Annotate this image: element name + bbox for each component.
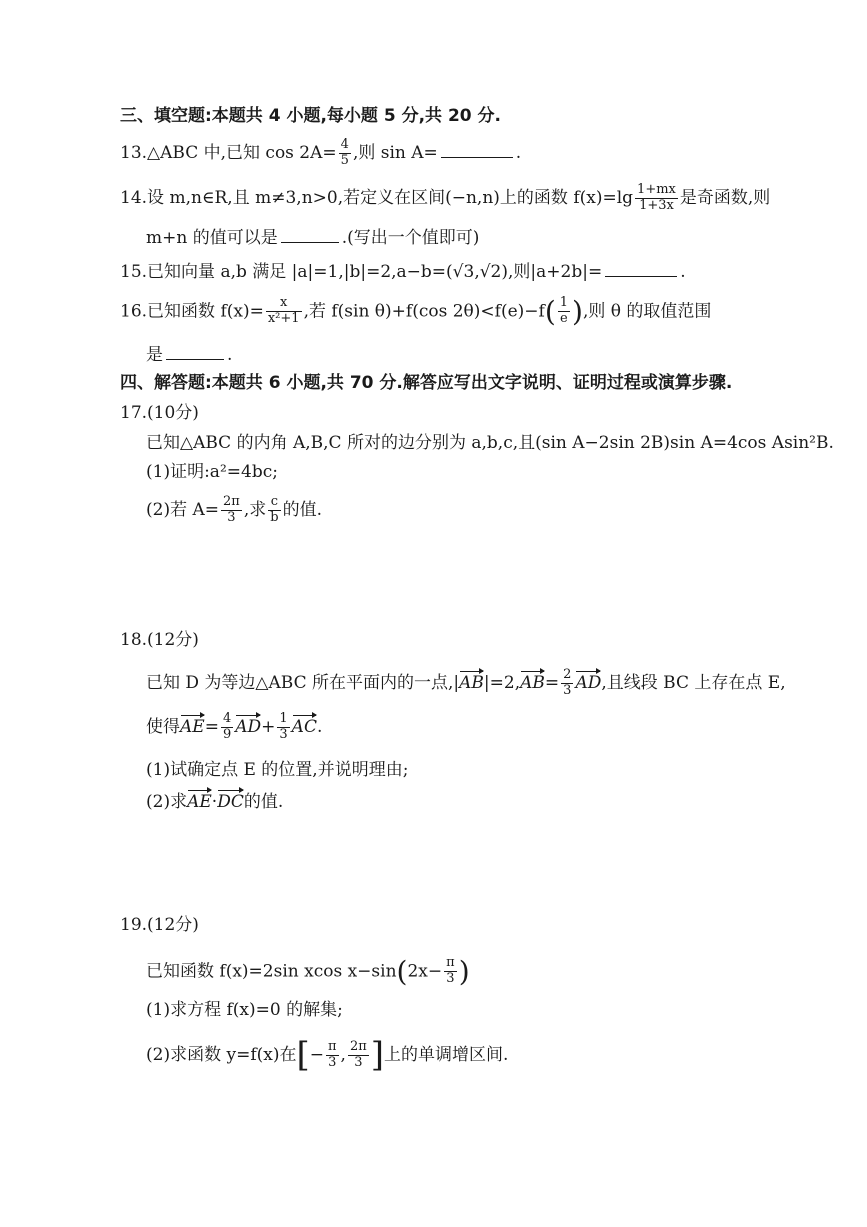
- q16-den-a: x²+1: [267, 311, 300, 327]
- q19-stem-inner: 2x−: [407, 961, 443, 982]
- q17-fraction-b: [268, 495, 280, 526]
- q14-den: 1+3x: [639, 197, 674, 213]
- vector-ad-2: AD: [235, 713, 261, 737]
- question-13: [120, 138, 521, 169]
- q16-fraction-a: [266, 296, 302, 327]
- q18-l2-eq: =: [204, 716, 219, 737]
- q14-text: 设 m,n∈R,且 m≠3,n>0,若定义在区间(−n,n)上的函数 f(x)=lg: [147, 187, 634, 208]
- q18-part2: [146, 788, 283, 812]
- q18-l1-c: ,且线段 BC 上存在点 E,: [601, 672, 786, 693]
- q14-number: 14.: [120, 187, 148, 208]
- q19-part1: (1)求方程 f(x)=0 的解集;: [146, 1000, 343, 1020]
- vector-dc: DC: [217, 788, 244, 812]
- q16-text-a: 已知函数 f(x)=: [147, 301, 264, 322]
- q17-p2-num2: c: [268, 495, 280, 511]
- q16-paren-close: ): [572, 295, 583, 328]
- q19-stem: [146, 955, 470, 989]
- q19-three-3: 3: [354, 1054, 363, 1070]
- q17-p2-a: (2)若 A=: [146, 499, 220, 520]
- q15-answer-blank: [605, 262, 677, 277]
- q13-after: ,则 sin A=: [352, 142, 438, 163]
- q14-num: 1+mx: [637, 182, 676, 197]
- question-16-line2: [146, 345, 232, 365]
- question-14-line2: [146, 228, 479, 248]
- q18-l1-num: 2: [563, 667, 572, 682]
- q17-p2-num: 2π: [223, 494, 240, 509]
- q19-three-2: 3: [328, 1054, 337, 1070]
- q19-bracket-close: ]: [370, 1035, 385, 1075]
- q13-text: △ABC 中,已知 cos 2A=: [147, 142, 337, 163]
- q13-den: 5: [340, 152, 349, 168]
- q16-fraction-b: [558, 296, 570, 327]
- q19-bracket-open: [: [296, 1035, 310, 1075]
- q16-end: .: [227, 345, 233, 365]
- q17-p2-den2: b: [270, 509, 279, 525]
- q14-after: 是奇函数,则: [679, 187, 771, 208]
- q15-text: 已知向量 a,b 满足 |a|=1,|b|=2,a−b=(√3,√2),则|a+2b|=: [147, 262, 603, 282]
- q14-answer-blank: [281, 228, 339, 243]
- q16-answer-blank: [166, 345, 224, 360]
- q19-neg: −: [309, 1044, 324, 1065]
- q17-fraction-a: [221, 495, 242, 526]
- q18-l2-den2: 3: [279, 726, 288, 742]
- q18-l1-b: |=2,: [483, 672, 521, 693]
- q18-l2-num2: 1: [279, 711, 288, 726]
- q16-den-b: e: [560, 311, 568, 327]
- q18-p2-a: (2)求: [146, 792, 188, 812]
- q19-stem-a: 已知函数 f(x)=2sin xcos x−sin: [146, 961, 397, 982]
- question-14: [120, 183, 770, 214]
- q16-text-b: ,若 f(sin θ)+f(cos 2θ)<f(e)−f: [303, 301, 545, 322]
- q16-num-b: 1: [559, 295, 569, 311]
- q19-fraction-c: [348, 1040, 369, 1071]
- vector-ae-2: AE: [187, 788, 212, 812]
- q17-stem: 已知△ABC 的内角 A,B,C 所对的边分别为 a,b,c,且(sin A−2sin 2B)sin A=4cos Asin²B.: [146, 433, 834, 453]
- section-4-heading: 四、解答题:本题共 6 小题,共 70 分.解答应写出文字说明、证明过程或演算步骤.: [120, 373, 733, 393]
- q14-line2-a: m+n 的值可以是: [146, 228, 278, 248]
- q19-paren-close: ): [458, 955, 470, 988]
- q17-p2-c: 的值.: [282, 499, 322, 520]
- q13-num: 4: [340, 137, 349, 152]
- q17-p2-den: 3: [227, 509, 236, 525]
- q17-heading: 17.(10分): [120, 403, 199, 423]
- question-16: [120, 295, 711, 329]
- q17-part1: (1)证明:a²=4bc;: [146, 462, 278, 482]
- q18-l2-a: 使得: [146, 716, 180, 737]
- q16-number: 16.: [120, 301, 148, 322]
- q17-part2: [146, 495, 322, 526]
- q18-part1: (1)试确定点 E 的位置,并说明理由;: [146, 760, 409, 780]
- q18-fraction-a: [561, 668, 573, 699]
- q18-fraction-b: [221, 712, 233, 743]
- q16-paren-open: (: [544, 295, 556, 328]
- q18-l1-den: 3: [563, 682, 572, 698]
- q18-l2-end: .: [316, 716, 323, 737]
- q18-l1-a: 已知 D 为等边△ABC 所在平面内的一点,|: [146, 672, 460, 693]
- q13-end: .: [515, 142, 522, 163]
- q18-heading: 18.(12分): [120, 630, 199, 650]
- q18-l2-den1: 9: [222, 726, 232, 742]
- q19-p2-num2: 2π: [349, 1038, 367, 1054]
- q18-l2-num1: 4: [222, 711, 232, 726]
- q18-l2-plus: +: [261, 716, 276, 737]
- q18-fraction-c: [277, 712, 289, 743]
- q19-part2: [146, 1035, 508, 1076]
- q19-fraction-b: [326, 1040, 339, 1071]
- q18-l1-eq: =: [544, 672, 560, 693]
- vector-ab-2: AB: [520, 669, 545, 693]
- q16-num-a: x: [266, 296, 302, 312]
- q18-p2-b: 的值.: [243, 792, 284, 812]
- q13-fraction: [339, 138, 351, 169]
- q18-line1: [146, 668, 786, 699]
- q18-line2: [146, 712, 322, 743]
- q19-paren-open: (: [396, 955, 408, 988]
- vector-ad: AD: [575, 669, 601, 693]
- q13-answer-blank: [441, 143, 513, 158]
- q19-fraction-a: [444, 956, 457, 987]
- vector-ac: AC: [292, 713, 317, 737]
- q14-line2-b: .(写出一个值即可): [341, 228, 480, 248]
- q19-p2-a: (2)求函数 y=f(x)在: [146, 1044, 297, 1065]
- vector-ab: AB: [459, 669, 484, 693]
- q13-number: 13.: [120, 142, 148, 163]
- q19-three: 3: [446, 971, 455, 987]
- q15-end: .: [680, 262, 686, 282]
- q19-pi-2: π: [328, 1038, 337, 1054]
- section-3-heading: 三、填空题:本题共 4 小题,每小题 5 分,共 20 分.: [120, 106, 501, 126]
- q18-dot: ·: [211, 792, 218, 812]
- q16-line2: 是: [146, 345, 163, 365]
- q19-heading: 19.(12分): [120, 915, 199, 935]
- q19-comma: ,: [340, 1044, 346, 1065]
- q19-pi: π: [446, 955, 455, 971]
- q17-p2-b: ,求: [243, 499, 267, 520]
- question-15: [120, 262, 686, 282]
- q16-text-c: ,则 θ 的取值范围: [582, 301, 712, 322]
- q19-p2-b: 上的单调增区间.: [384, 1044, 509, 1065]
- q14-fraction: [635, 183, 678, 214]
- q15-number: 15.: [120, 262, 148, 282]
- vector-ae: AE: [180, 713, 205, 737]
